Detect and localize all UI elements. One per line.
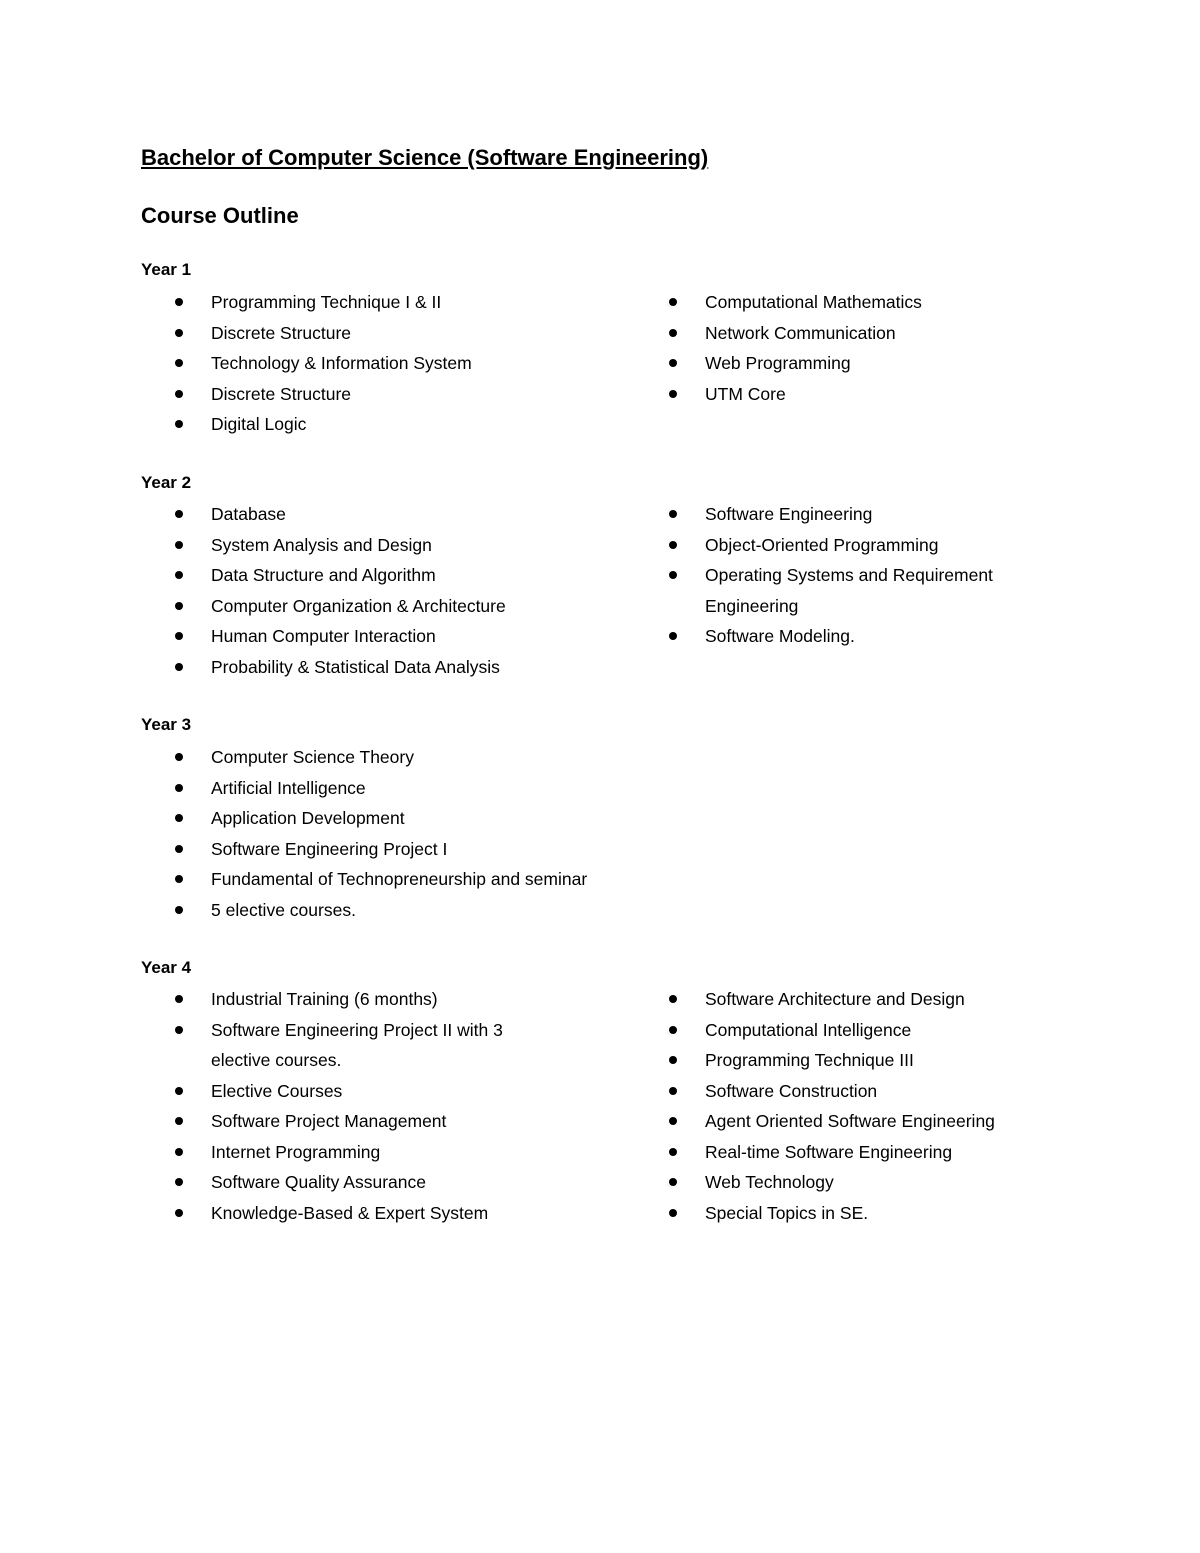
year-4-left-list (171, 984, 541, 1228)
document-subtitle: Course Outline (141, 203, 299, 228)
year-2-heading: Year 2 (141, 473, 192, 492)
list-item: Database (171, 499, 641, 530)
list-item: Application Development (171, 803, 641, 834)
list-item: Software Quality Assurance (171, 1167, 541, 1198)
list-item: Internet Programming (171, 1137, 541, 1168)
year-4-heading: Year 4 (141, 958, 192, 977)
list-item: UTM Core (665, 379, 1065, 410)
list-item: Digital Logic (171, 409, 641, 440)
year-1-right-list (665, 287, 1065, 409)
year-2-left-list (171, 499, 641, 682)
list-item: Software Engineering Project II with 3 elective courses. (171, 1015, 541, 1076)
list-item: Discrete Structure (171, 318, 641, 349)
list-item: Agent Oriented Software Engineering (665, 1106, 1065, 1137)
list-item: Operating Systems and Requirement Engineering (665, 560, 1015, 621)
list-item: 5 elective courses. (171, 895, 641, 926)
year-1-heading: Year 1 (141, 260, 192, 279)
list-item: Computational Intelligence (665, 1015, 1065, 1046)
list-item: Computer Organization & Architecture (171, 591, 641, 622)
list-item: Special Topics in SE. (665, 1198, 1065, 1229)
list-item: Web Technology (665, 1167, 1065, 1198)
year-3-heading: Year 3 (141, 715, 192, 734)
list-item: Software Modeling. (665, 621, 1015, 652)
list-item: System Analysis and Design (171, 530, 641, 561)
year-4-right-list (665, 984, 1065, 1228)
list-item: Software Project Management (171, 1106, 541, 1137)
year-1-left-list (171, 287, 641, 440)
list-item: Programming Technique III (665, 1045, 1065, 1076)
list-item: Artificial Intelligence (171, 773, 641, 804)
list-item: Programming Technique I & II (171, 287, 641, 318)
list-item: Software Engineering Project I (171, 834, 641, 865)
list-item: Software Engineering (665, 499, 1015, 530)
list-item: Software Construction (665, 1076, 1065, 1107)
list-item: Computer Science Theory (171, 742, 641, 773)
year-2-right-list (665, 499, 1015, 652)
list-item: Human Computer Interaction (171, 621, 641, 652)
list-item: Real-time Software Engineering (665, 1137, 1065, 1168)
list-item: Computational Mathematics (665, 287, 1065, 318)
list-item: Elective Courses (171, 1076, 541, 1107)
list-item: Software Architecture and Design (665, 984, 1065, 1015)
list-item: Object-Oriented Programming (665, 530, 1015, 561)
year-3-left-list (171, 742, 641, 925)
list-item: Data Structure and Algorithm (171, 560, 641, 591)
list-item: Technology & Information System (171, 348, 641, 379)
list-item: Probability & Statistical Data Analysis (171, 652, 641, 683)
list-item: Web Programming (665, 348, 1065, 379)
list-item: Fundamental of Technopreneurship and seminar (171, 864, 641, 895)
list-item: Network Communication (665, 318, 1065, 349)
list-item: Industrial Training (6 months) (171, 984, 541, 1015)
document-title: Bachelor of Computer Science (Software Engineering) (141, 145, 709, 170)
list-item: Discrete Structure (171, 379, 641, 410)
list-item: Knowledge-Based & Expert System (171, 1198, 541, 1229)
